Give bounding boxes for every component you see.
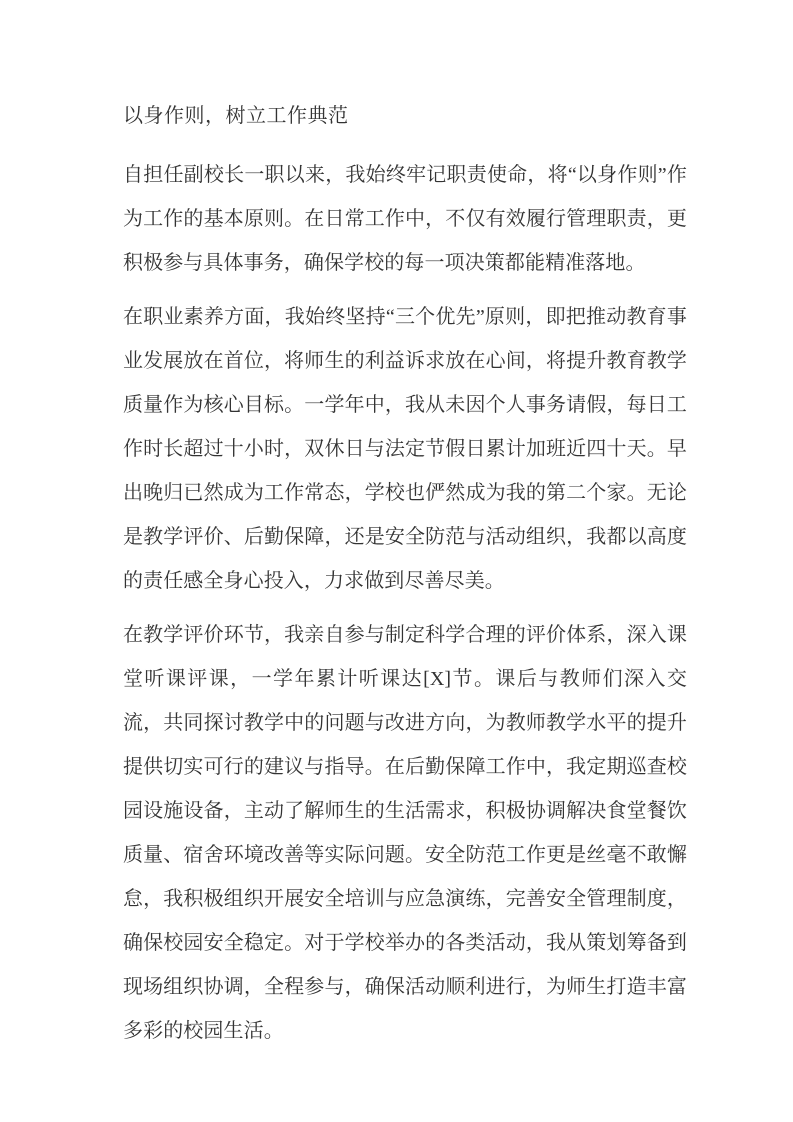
document-title: 以身作则，树立工作典范 [123,105,349,127]
paragraph-work-details: 在教学评价环节，我亲自参与制定科学合理的评价体系，深入课堂听课评课，一学年累计听课达[X]节。课后与教师们深入交流，共同探讨教学中的问题与改进方向，为教师教学水平的提升提供切实可行的建议与指导。在后勤保障工作中，我定期巡查校园设施设备，主动了解师生的生活需求，积极协调解决食堂餐饮质量、宿舍环境改善等实际问题。安全防范工作更是丝毫不敢懈怠，我积极组织开展安全培训与应急演练，完善安全管理制度，确保校园安全稳定。对于学校举办的各类活动，我从策划筹备到现场组织协调，全程参与，确保活动顺利进行，为师生打造丰富多彩的校园生活。 [123,624,687,1042]
paragraph-professional-quality: 在职业素养方面，我始终坚持“三个优先”原则，即把推动教育事业发展放在首位，将师生的利益诉求放在心间，将提升教育教学质量作为核心目标。一学年中，我从未因个人事务请假，每日工作时长超过十小时，双休日与法定节假日累计加班近四十天。早出晚归已然成为工作常态，学校也俨然成为我的第二个家。无论是教学评价、后勤保障，还是安全防范与活动组织，我都以高度的责任感全身心投入，力求做到尽善尽美。 [123,306,687,592]
paragraph-intro: 自担任副校长一职以来，我始终牢记职责使命，将“以身作则”作为工作的基本原则。在日常工作中，不仅有效履行管理职责，更积极参与具体事务，确保学校的每一项决策都能精准落地。 [123,164,687,274]
